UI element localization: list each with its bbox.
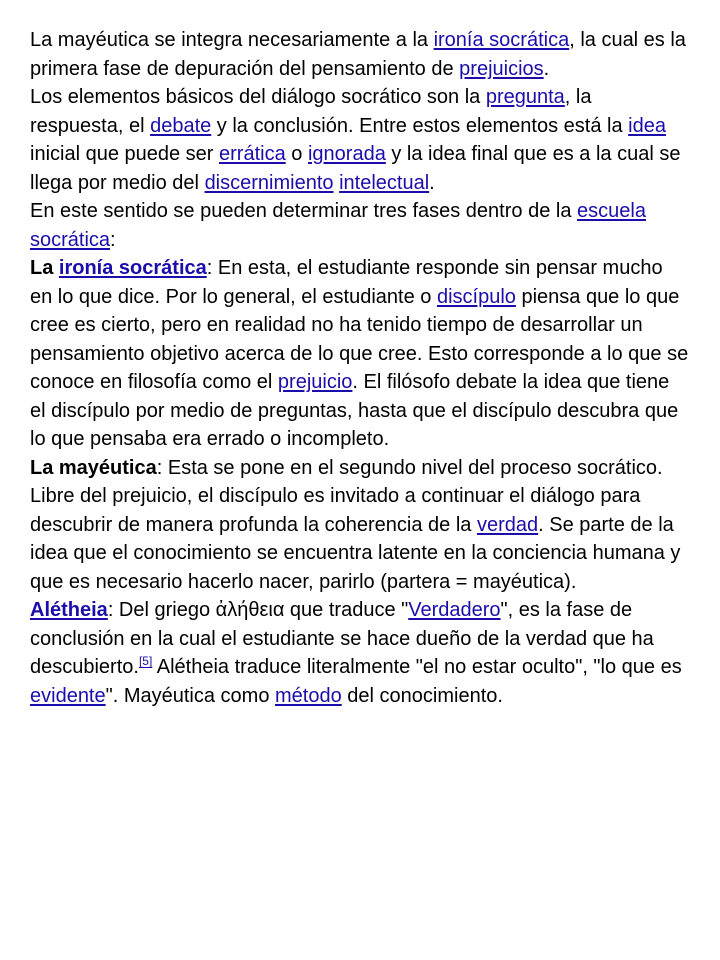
text: : — [110, 228, 116, 251]
link-idea[interactable]: idea — [628, 114, 666, 137]
text: inicial que puede ser — [30, 143, 220, 165]
link-erratica[interactable]: errática — [219, 143, 286, 165]
link-aletheia[interactable]: Alétheia — [30, 599, 108, 621]
link-verdad[interactable]: verdad — [476, 513, 539, 536]
reference-superscript — [139, 654, 152, 668]
link-verdadero[interactable]: Verdadero — [408, 599, 501, 621]
text: . — [429, 171, 435, 194]
paragraph-phase-mayeutica — [30, 454, 690, 597]
text: piensa que lo que cree es cierto, pero en realidad no ha tenido tiempo de desarrollar un pensamiento objetivo acerca de lo que cree. Esto corresponde a lo que se conoce en filosofía como el — [30, 285, 689, 393]
text: o — [285, 143, 308, 165]
paragraph-phase-ironia — [30, 254, 690, 454]
link-discernimiento[interactable]: discernimiento — [204, 171, 334, 194]
text: Alétheia traduce literalmente "el no estar oculto", "lo que es — [152, 656, 682, 678]
link-debate[interactable]: debate — [150, 114, 212, 137]
text: La mayéutica se integra necesariamente a la — [30, 29, 434, 51]
text: y la idea final que es a la cual se llega por medio del — [30, 143, 681, 194]
paragraph-phases-intro — [30, 197, 690, 254]
text: : Esta se pone en el segundo nivel del proceso socrático. Libre del prejuicio, el discípulo es invitado a continuar el diálogo para descubrir de manera profunda la coherencia de la — [30, 456, 663, 536]
phase-heading — [30, 257, 207, 279]
text: . — [543, 57, 550, 80]
text: , la respuesta, el — [30, 86, 592, 137]
link-prejuicios[interactable]: prejuicios — [459, 57, 544, 80]
text: del conocimiento. — [341, 684, 503, 707]
text: , la cual es la primera fase de depuración del pensamiento de — [30, 29, 686, 80]
link-ironia-socratica-2[interactable]: ironía socrática — [58, 257, 207, 279]
text: Los elementos básicos del diálogo socrático son la — [30, 86, 486, 108]
link-discipulo[interactable]: discípulo — [436, 285, 516, 308]
link-pregunta[interactable]: pregunta — [485, 86, 565, 108]
link-escuela-socratica[interactable]: escuela socrática — [30, 200, 646, 251]
phase-heading: La mayéutica — [30, 456, 157, 479]
paragraph-phase-aletheia — [30, 596, 690, 710]
text: . El filósofo debate la idea que tiene el discípulo por medio de preguntas, hasta que el discípulo descubra que lo que pensaba era errado o incompleto. — [30, 371, 679, 450]
paragraph-elements — [30, 83, 690, 197]
text: La — [30, 257, 59, 279]
link-ignorada[interactable]: ignorada — [307, 143, 386, 165]
link-evidente[interactable]: evidente — [30, 684, 106, 707]
link-metodo[interactable]: método — [275, 684, 342, 707]
text: : En esta, el estudiante responde sin pensar mucho en lo que dice. Por lo general, el estudiante o — [30, 257, 663, 308]
text: : Del griego ἀλήθεια que traduce " — [107, 599, 409, 621]
text: y la conclusión. Entre estos elementos está la — [211, 114, 629, 137]
text: En este sentido se pueden determinar tres fases dentro de la — [30, 200, 578, 222]
text: . Se parte de la idea que el conocimiento se encuentra latente en la conciencia humana y que es necesario hacerlo nacer, parirlo (partera = mayéutica). — [30, 513, 681, 593]
link-intelectual[interactable]: intelectual — [339, 171, 430, 194]
link-ironia-socratica[interactable]: ironía socrática — [433, 29, 570, 51]
link-prejuicio[interactable]: prejuicio — [277, 371, 353, 393]
paragraph-intro — [30, 26, 690, 83]
reference-link[interactable]: [5] — [138, 654, 153, 668]
text: ", es la fase de conclusión en la cual el estudiante se hace dueño de la verdad que ha descubierto. — [30, 599, 654, 678]
text: ". Mayéutica como — [105, 684, 276, 707]
